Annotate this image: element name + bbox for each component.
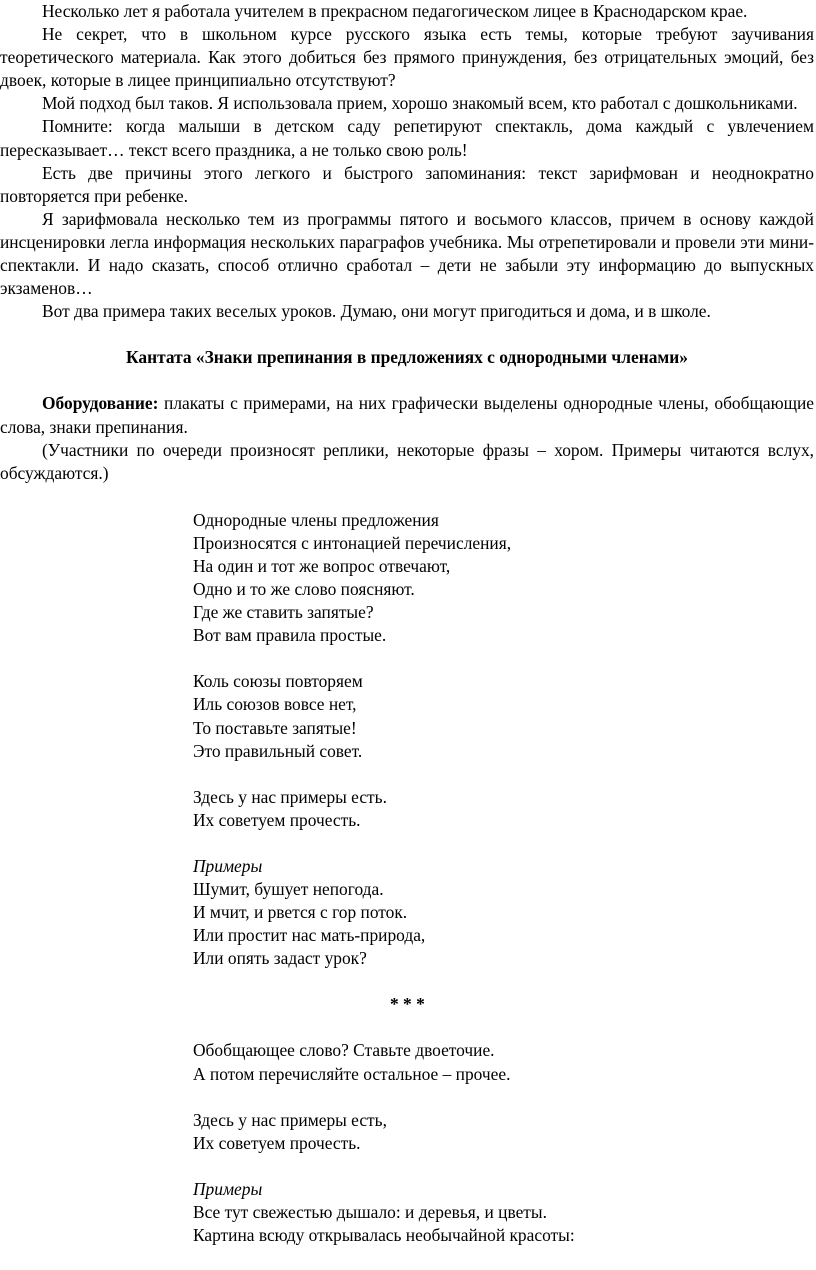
examples-block-1	[193, 855, 814, 970]
poem-line: Иль союзов вовсе нет,	[193, 694, 357, 715]
poem-line: Обобщающее слово? Ставьте двоеточие.	[193, 1040, 495, 1061]
poem-line: Их советуем прочесть.	[193, 809, 361, 830]
poem-stanza-1	[193, 509, 814, 648]
poem-part-2	[0, 1039, 814, 1247]
example-line: И мчит, и рвется с гор поток.	[193, 902, 408, 923]
example-line: Шумит, бушует непогода.	[193, 879, 384, 899]
equipment-paragraph	[0, 392, 814, 438]
poem-line: Это правильный совет.	[193, 740, 363, 761]
poem-stanza-3	[193, 786, 814, 832]
poem-line: Здесь у нас примеры есть.	[193, 786, 387, 807]
poem-line: То поставьте запятые!	[193, 717, 357, 738]
intro-paragraph-4: Помните: когда малыши в детском саду репетируют спектакль, дома каждый с увлечением пересказывает… текст всего праздника, а не только свою роль!	[0, 116, 814, 160]
section-separator: * * *	[390, 994, 425, 1015]
stage-note: (Участники по очереди произносят реплики, некоторые фразы – хором. Примеры читаются вслух, обсуждаются.)	[0, 439, 814, 483]
examples-block-2	[193, 1178, 814, 1247]
equipment-label: Оборудование:	[42, 393, 159, 414]
poem-line: Вот вам правила простые.	[193, 625, 387, 646]
poem	[0, 509, 814, 971]
example-line: Или опять задаст урок?	[193, 948, 367, 969]
poem-line: Коль союзы повторяем	[193, 671, 363, 692]
poem-line: Их советуем прочесть.	[193, 1132, 361, 1153]
examples-heading: Примеры	[193, 1178, 263, 1199]
example-line: Все тут свежестью дышало: и деревья, и цветы.	[193, 1201, 547, 1222]
intro-paragraph-6: Я зарифмовала несколько тем из программы пятого и восьмого классов, причем в основу каждой инсценировки легла информация нескольких параграфов учебника. Мы отрепетировали и провели эти мини-спектакли. И надо сказать, способ отлично сработал – дети не забыли эту информацию до выпускных экзаменов…	[0, 208, 814, 299]
intro-paragraph-1: Несколько лет я работала учителем в прекрасном педагогическом лицее в Краснодарском крае.	[42, 1, 748, 21]
poem-line: Однородные члены предложения	[193, 509, 439, 530]
poem-line: Где же ставить запятые?	[193, 602, 374, 623]
poem-line: Одно и то же слово поясняют.	[193, 579, 415, 600]
intro-paragraph-3: Мой подход был таков. Я использовала прием, хорошо знакомый всем, кто работал с дошкольниками.	[42, 93, 798, 114]
poem-stanza-5	[193, 1109, 814, 1155]
equipment-text: плакаты с примерами, на них графически выделены однородные члены, обобщающие слова, знаки препинания.	[0, 393, 814, 437]
poem-line: Произносятся с интонацией перечисления,	[193, 532, 512, 553]
poem-stanza-2	[193, 670, 814, 762]
poem-line: А потом перечисляйте остальное – прочее.	[193, 1063, 511, 1084]
poem-line: Здесь у нас примеры есть,	[193, 1109, 387, 1130]
cantata-title: Кантата «Знаки препинания в предложениях с однородными членами»	[126, 347, 688, 368]
example-line: Или простит нас мать-природа,	[193, 925, 426, 946]
intro-paragraph-5: Есть две причины этого легкого и быстрого запоминания: текст зарифмован и неоднократно повторяется при ребенке.	[0, 162, 814, 206]
example-line: Картина всюду открывалась необычайной красоты:	[193, 1225, 575, 1246]
intro-section	[0, 0, 814, 323]
examples-heading: Примеры	[193, 855, 263, 876]
poem-stanza-4	[193, 1039, 814, 1085]
intro-paragraph-7: Вот два примера таких веселых уроков. Думаю, они могут пригодиться и дома, и в школе.	[42, 301, 711, 322]
poem-line: На один и тот же вопрос отвечают,	[193, 555, 451, 576]
intro-paragraph-2: Не секрет, что в школьном курсе русского языка есть темы, которые требуют заучивания теоретического материала. Как этого добиться без прямого принуждения, без отрицательных эмоций, без двоек, которые в лицее принципиально отсутствуют?	[0, 24, 814, 91]
